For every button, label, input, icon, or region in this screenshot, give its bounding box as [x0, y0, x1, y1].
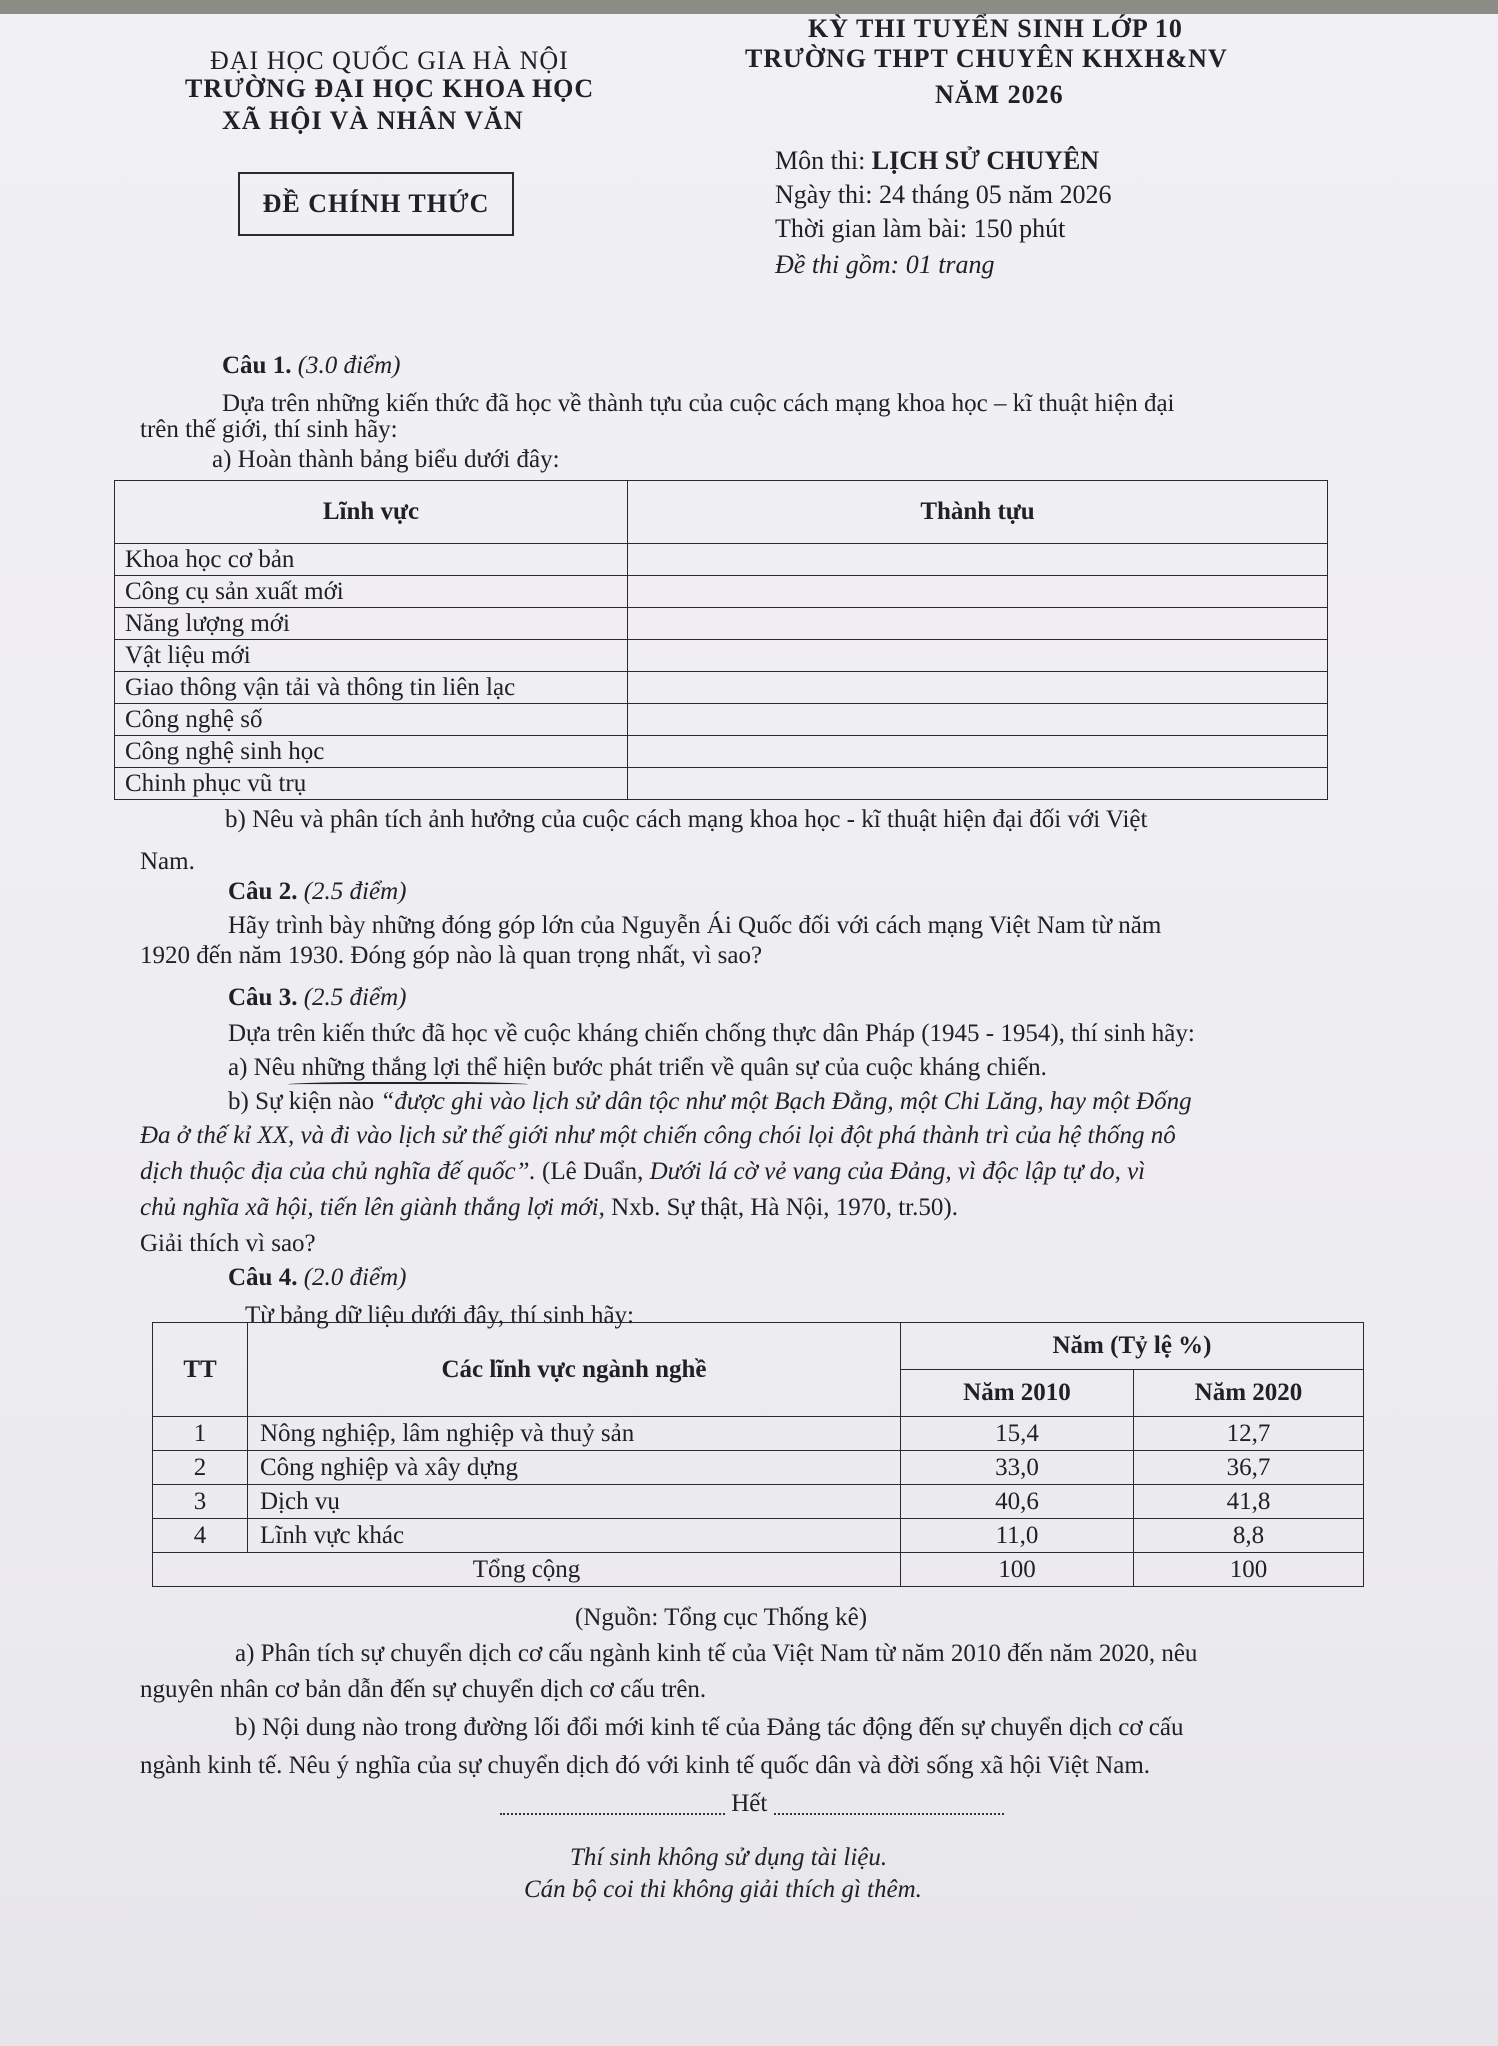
faculty-name-line1: TRƯỜNG ĐẠI HỌC KHOA HỌC: [185, 74, 595, 103]
footer-note2: Cán bộ coi thi không giải thích gì thêm.: [524, 1876, 922, 1903]
q3-part-b-line3: [140, 1156, 1145, 1188]
q3-part-b-start: b) Sự kiện nào: [228, 1088, 381, 1115]
end-text: Hết: [731, 1790, 768, 1817]
q3-line1: Dựa trên kiến thức đã học về cuộc kháng chiến chống thực dân Pháp (1945 - 1954), thí sinh hãy:: [228, 1020, 1195, 1047]
q4-part-b-line2: ngành kinh tế. Nêu ý nghĩa của sự chuyển dịch đó với kinh tế quốc dân và đời sống xã hội Việt Nam.: [140, 1752, 1151, 1779]
q4-part-a-line2: nguyên nhân cơ bản dẫn đến sự chuyển dịch cơ cấu trên.: [140, 1676, 707, 1703]
subject-label: Môn thi:: [775, 146, 872, 175]
q4-total-2010: 100: [901, 1553, 1134, 1587]
q4-table: [152, 1322, 1364, 1587]
q4-points: (2.0 điểm): [303, 1264, 407, 1291]
footer-note1: Thí sinh không sử dụng tài liệu.: [570, 1844, 888, 1871]
q4-row-2010: 11,0: [901, 1519, 1134, 1553]
q4-total-2020: 100: [1134, 1553, 1364, 1587]
q3-part-b-line4: [140, 1192, 958, 1224]
q1-header-achievement: Thành tựu: [628, 481, 1328, 544]
q2-line1: [228, 892, 1162, 939]
exam-pages: Đề thi gồm: 01 trang: [775, 250, 995, 279]
q1-row-field: Công nghệ số: [115, 704, 628, 736]
q3-last: Giải thích vì sao?: [140, 1230, 316, 1257]
q4-row-2010: 40,6: [901, 1485, 1134, 1519]
q4-header-2020: Năm 2020: [1134, 1370, 1364, 1417]
q1-part-b-line2: Nam.: [140, 848, 195, 875]
exam-duration: Thời gian làm bài: 150 phút: [775, 214, 1066, 243]
q1-row-answer[interactable]: [628, 640, 1328, 672]
q4-heading: [228, 1264, 406, 1292]
q4-intro: Từ bảng dữ liệu dưới đây, thí sinh hãy:: [245, 1302, 635, 1329]
q3-cite-end: Nxb. Sự thật, Hà Nội, 1970, tr.50).: [604, 1194, 958, 1221]
q3-quote-line3: dịch thuộc địa của chủ nghĩa đế quốc”.: [140, 1158, 536, 1185]
q1-row-answer[interactable]: [628, 704, 1328, 736]
q1-row-field: Vật liệu mới: [115, 640, 628, 672]
dotted-line-right: [774, 1795, 1004, 1815]
exam-year: NĂM 2026: [935, 80, 1064, 109]
q1-row-answer[interactable]: [628, 768, 1328, 800]
q1-row-field: Năng lượng mới: [115, 608, 628, 640]
q4-row-2010: 33,0: [901, 1451, 1134, 1485]
q3-points: (2.5 điểm): [303, 984, 407, 1011]
end-marker: [500, 1788, 1004, 1820]
q3-title: Câu 3.: [228, 984, 298, 1011]
q4-row-2020: 36,7: [1134, 1451, 1364, 1485]
exam-date: Ngày thi: 24 tháng 05 năm 2026: [775, 180, 1112, 209]
q3-part-a: a) Nêu những thắng lợi thể hiện bước phát triển về quân sự của cuộc kháng chiến.: [228, 1054, 1047, 1081]
q1-row-field: Công nghệ sinh học: [115, 736, 628, 768]
q1-row-field: Khoa học cơ bản: [115, 544, 628, 576]
q1-table: [114, 480, 1328, 800]
q3-heading: [228, 984, 406, 1012]
q1-row-answer[interactable]: [628, 736, 1328, 768]
q4-row-tt: 4: [153, 1519, 248, 1553]
q3-cite-title: Dưới lá cờ vẻ vang của Đảng, vì độc lập tự do, vì: [649, 1158, 1146, 1185]
q2-title: Câu 2.: [228, 878, 298, 905]
q1-header-field: Lĩnh vực: [115, 481, 628, 544]
q4-header-2010: Năm 2010: [901, 1370, 1134, 1417]
q1-row-answer[interactable]: [628, 672, 1328, 704]
q4-row-field: Lĩnh vực khác: [248, 1519, 901, 1553]
q1-row-field: Chinh phục vũ trụ: [115, 768, 628, 800]
q4-row-2020: 41,8: [1134, 1485, 1364, 1519]
q1-row-answer[interactable]: [628, 608, 1328, 640]
dotted-line-left: [500, 1795, 725, 1815]
q1-row-field: Công cụ sản xuất mới: [115, 576, 628, 608]
q3-cite-title2: chủ nghĩa xã hội, tiến lên giành thắng lợi mới,: [140, 1194, 605, 1221]
q3-cite-start: (Lê Duẩn,: [535, 1158, 650, 1185]
q4-row-tt: 3: [153, 1485, 248, 1519]
q4-title: Câu 4.: [228, 1264, 298, 1291]
q4-row-2020: 12,7: [1134, 1417, 1364, 1451]
q4-row-field: Dịch vụ: [248, 1485, 901, 1519]
university-name: ĐẠI HỌC QUỐC GIA HÀ NỘI: [210, 46, 569, 75]
q1-title: Câu 1.: [222, 352, 292, 379]
q2-line1-text: Hãy trình bày những đóng góp lớn của Nguyễn Ái Quốc đối với cách mạng Việt Nam từ năm: [228, 912, 1162, 939]
q1-points: (3.0 điểm): [297, 352, 401, 379]
q1-row-answer[interactable]: [628, 576, 1328, 608]
q4-header-tt: TT: [153, 1323, 248, 1417]
q4-header-field: Các lĩnh vực ngành nghề: [248, 1323, 901, 1417]
q1-row-answer[interactable]: [628, 544, 1328, 576]
q4-row-field: Nông nghiệp, lâm nghiệp và thuỷ sản: [248, 1417, 901, 1451]
q3-quote-line1: “được ghi vào lịch sử dân tộc như một Bạch Đằng, một Chi Lăng, hay một Đống: [380, 1088, 1192, 1115]
subject-line: [775, 146, 1099, 176]
subject-name: LỊCH SỬ CHUYÊN: [871, 146, 1100, 175]
q1-part-b-line1: b) Nêu và phân tích ảnh hưởng của cuộc cách mạng khoa học - kĩ thuật hiện đại đối với Việt: [225, 806, 1148, 833]
school-name: TRƯỜNG THPT CHUYÊN KHXH&NV: [745, 44, 1228, 73]
faculty-name-line2: XÃ HỘI VÀ NHÂN VĂN: [222, 106, 524, 135]
q4-part-b-line1: b) Nội dung nào trong đường lối đổi mới kinh tế của Đảng tác động đến sự chuyển dịch cơ cấu: [235, 1714, 1184, 1741]
q4-row-2010: 15,4: [901, 1417, 1134, 1451]
official-stamp: ĐỀ CHÍNH THỨC: [238, 172, 514, 236]
q1-part-a: a) Hoàn thành bảng biểu dưới đây:: [212, 446, 560, 473]
q1-row-field: Giao thông vận tải và thông tin liên lạc: [115, 672, 628, 704]
q1-heading: [222, 352, 400, 380]
q2-points: (2.5 điểm): [303, 878, 407, 905]
q2-line2: 1920 đến năm 1930. Đóng góp nào là quan trọng nhất, vì sao?: [140, 942, 763, 969]
q3-part-b-line1: [228, 1086, 1192, 1118]
q4-row-2020: 8,8: [1134, 1519, 1364, 1553]
q4-row-tt: 1: [153, 1417, 248, 1451]
photo-edge: [0, 0, 1498, 14]
q4-part-a-line1: a) Phân tích sự chuyển dịch cơ cấu ngành kinh tế của Việt Nam từ năm 2010 đến năm 2020, nêu: [235, 1640, 1198, 1667]
q1-line1: Dựa trên những kiến thức đã học về thành tựu của cuộc cách mạng khoa học – kĩ thuật hiện đại: [222, 390, 1175, 417]
q4-header-year: Năm (Tỷ lệ %): [901, 1323, 1364, 1370]
exam-title: KỲ THI TUYỂN SINH LỚP 10: [808, 14, 1183, 43]
q1-line2: trên thế giới, thí sinh hãy:: [140, 416, 398, 443]
q4-source: (Nguồn: Tổng cục Thống kê): [575, 1604, 868, 1631]
q4-row-tt: 2: [153, 1451, 248, 1485]
q4-row-field: Công nghiệp và xây dựng: [248, 1451, 901, 1485]
q3-quote-line2: Đa ở thế kỉ XX, và đi vào lịch sử thế giới như một chiến công chói lọi đột phá thành trì của hệ thống nô: [140, 1122, 1176, 1149]
q4-total-label: Tổng cộng: [153, 1553, 901, 1587]
